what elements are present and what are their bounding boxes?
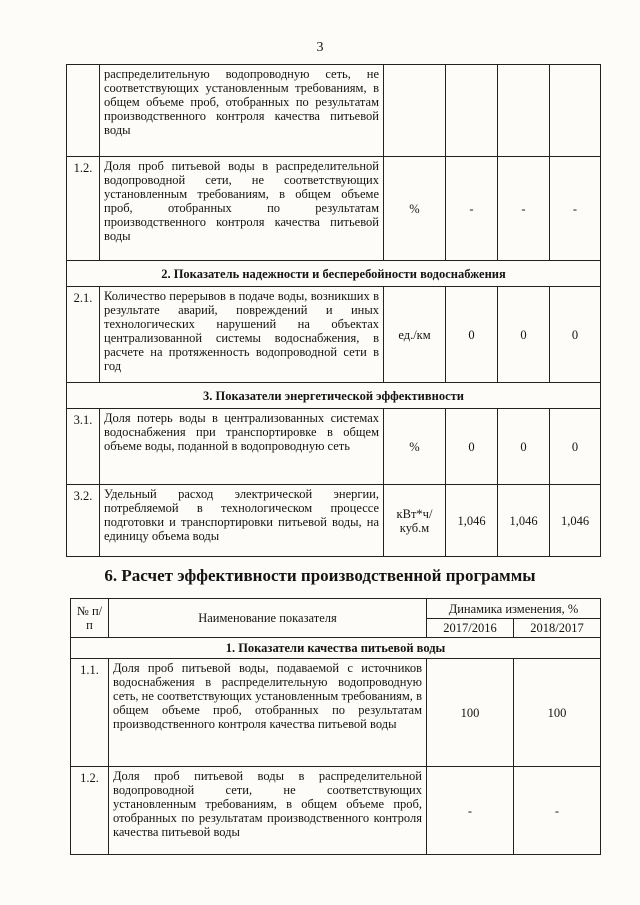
table-row <box>71 767 601 855</box>
year-header: 2017/2016 <box>427 619 514 638</box>
row-num: 1.1. <box>71 659 109 767</box>
section-title: 1. Показатели качества питьевой воды <box>71 638 601 659</box>
header-row <box>71 599 601 619</box>
row-name: Доля проб питьевой воды в распределительной водопроводной сети, не соответствующих установленным требованиям, в общем объеме проб, отобранных по результатам производственного контроля качества питьевой воды <box>100 157 384 261</box>
row-value: - <box>427 767 514 855</box>
table-row <box>71 659 601 767</box>
table-row <box>67 65 601 157</box>
table-row <box>67 157 601 261</box>
table-row <box>67 409 601 485</box>
row-value: 0 <box>498 409 550 485</box>
row-value: 0 <box>446 409 498 485</box>
section-row <box>71 638 601 659</box>
section-row <box>67 261 601 287</box>
row-name: Доля проб питьевой воды, подаваемой с источников водоснабжения в распределительную водопроводную сеть, не соответствующих установленным требованиям, в общем объеме проб, отобранных по результатам производственного контроля качества питьевой воды <box>109 659 427 767</box>
row-name: Количество перерывов в подаче воды, возникших в результате аварий, повреждений и иных технологических нарушений на объектах централизованной системы водоснабжения, в расчете на протяженность водопроводной сети в год <box>100 287 384 383</box>
row-unit <box>384 65 446 157</box>
table-row <box>67 485 601 557</box>
col-dynamics-header: Динамика изменения, % <box>427 599 601 619</box>
row-value: 0 <box>498 287 550 383</box>
row-name: Доля потерь воды в централизованных системах водоснабжения при транспортировке в общем объеме воды, поданной в водопроводную сеть <box>100 409 384 485</box>
section-heading: 6. Расчет эффективности производственной программы <box>104 566 536 585</box>
row-value: - <box>446 157 498 261</box>
row-unit: кВт*ч/ куб.м <box>384 485 446 557</box>
efficiency-table <box>70 598 601 855</box>
row-value: 0 <box>550 409 601 485</box>
row-value: - <box>550 157 601 261</box>
table-row <box>67 287 601 383</box>
row-value: 0 <box>550 287 601 383</box>
row-num: 3.1. <box>67 409 100 485</box>
row-name: Доля проб питьевой воды в распределительной водопроводной сети, не соответствующих установленным требованиям, в общем объеме проб, отобранных по результатам производственного контроля качества питьевой воды <box>109 767 427 855</box>
row-value: 1,046 <box>550 485 601 557</box>
row-value <box>550 65 601 157</box>
year-header: 2018/2017 <box>514 619 601 638</box>
row-value: 0 <box>446 287 498 383</box>
section-title: 2. Показатель надежности и бесперебойности водоснабжения <box>67 261 601 287</box>
row-num: 2.1. <box>67 287 100 383</box>
section-row <box>67 383 601 409</box>
row-num: 1.2. <box>71 767 109 855</box>
row-value <box>446 65 498 157</box>
row-value: 100 <box>514 659 601 767</box>
row-value <box>498 65 550 157</box>
row-value: - <box>514 767 601 855</box>
row-unit: % <box>384 157 446 261</box>
indicators-table <box>66 64 601 557</box>
page-number: 3 <box>316 40 324 55</box>
row-name: распределительную водопроводную сеть, не соответствующих установленным требованиям, в общем объеме проб, отобранных по результатам производственного контроля качества питьевой воды <box>100 65 384 157</box>
col-num-header: № п/п <box>71 599 109 638</box>
row-num <box>67 65 100 157</box>
row-name: Удельный расход электрической энергии, потребляемой в технологическом процессе подготовки и транспортировки питьевой воды, на единицу объема воды <box>100 485 384 557</box>
row-unit: % <box>384 409 446 485</box>
row-value: 100 <box>427 659 514 767</box>
row-num: 3.2. <box>67 485 100 557</box>
row-unit: ед./км <box>384 287 446 383</box>
section-title: 3. Показатели энергетической эффективности <box>67 383 601 409</box>
row-value: - <box>498 157 550 261</box>
row-value: 1,046 <box>446 485 498 557</box>
col-name-header: Наименование показателя <box>109 599 427 638</box>
row-num: 1.2. <box>67 157 100 261</box>
row-value: 1,046 <box>498 485 550 557</box>
